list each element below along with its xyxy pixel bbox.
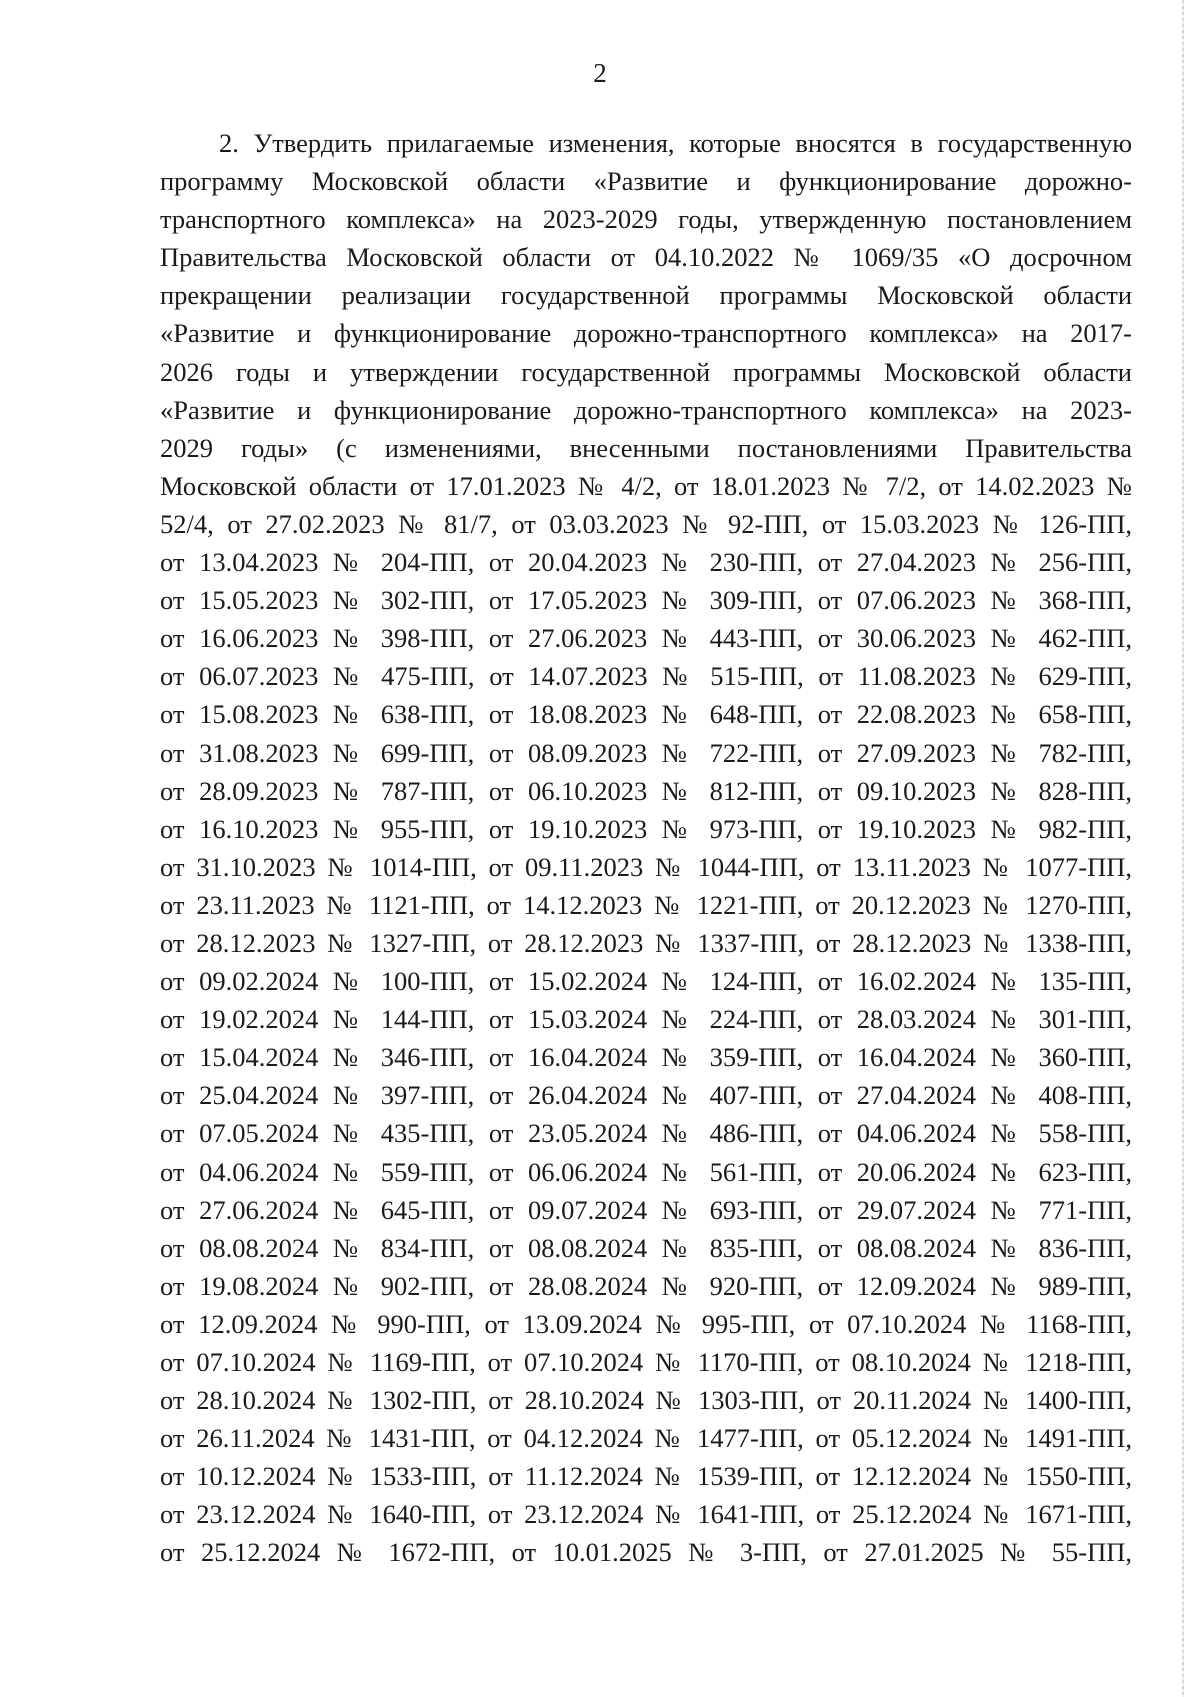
text-line: от 28.12.2023 № 1327-ПП, от 28.12.2023 № 1337-ПП, от 28.12.2023 № 1338-ПП, [160,927,1132,958]
text-line: «Развитие и функционирование дорожно-транспортного комплекса» на 2017- [160,318,1132,349]
text-line: 52/4, от 27.02.2023 № 81/7, от 03.03.2023 № 92-ПП, от 15.03.2023 № 126-ПП, [160,508,1132,539]
text-line: от 15.05.2023 № 302-ПП, от 17.05.2023 № 309-ПП, от 07.06.2023 № 368-ПП, [160,585,1132,616]
text-line: 2029 годы» (с изменениями, внесенными постановлениями Правительства [160,432,1132,463]
text-line: от 07.05.2024 № 435-ПП, от 23.05.2024 № 486-ПП, от 04.06.2024 № 558-ПП, [160,1118,1132,1149]
scan-edge-divider [1182,0,1184,1697]
text-line: от 25.04.2024 № 397-ПП, от 26.04.2024 № 407-ПП, от 27.04.2024 № 408-ПП, [160,1080,1132,1111]
text-line: от 26.11.2024 № 1431-ПП, от 04.12.2024 № 1477-ПП, от 05.12.2024 № 1491-ПП, [160,1423,1132,1454]
text-line: от 16.06.2023 № 398-ПП, от 27.06.2023 № 443-ПП, от 30.06.2023 № 462-ПП, [160,623,1132,654]
text-line: от 08.08.2024 № 834-ПП, от 08.08.2024 № 835-ПП, от 08.08.2024 № 836-ПП, [160,1232,1132,1263]
text-line: Правительства Московской области от 04.10.2022 № 1069/35 «О досрочном [160,242,1132,273]
text-line: от 15.04.2024 № 346-ПП, от 16.04.2024 № 359-ПП, от 16.04.2024 № 360-ПП, [160,1042,1132,1073]
text-line: 2. Утвердить прилагаемые изменения, которые вносятся в государственную [219,128,1132,158]
text-line: от 23.11.2023 № 1121-ПП, от 14.12.2023 № 1221-ПП, от 20.12.2023 № 1270-ПП, [160,889,1132,920]
text-line: от 06.07.2023 № 475-ПП, от 14.07.2023 № 515-ПП, от 11.08.2023 № 629-ПП, [160,661,1132,692]
text-line: от 25.12.2024 № 1672-ПП, от 10.01.2025 № 3-ПП, от 27.01.2025 № 55-ПП, [160,1537,1132,1568]
text-line: от 28.09.2023 № 787-ПП, от 06.10.2023 № 812-ПП, от 09.10.2023 № 828-ПП, [160,775,1132,806]
text-line: от 16.10.2023 № 955-ПП, от 19.10.2023 № 973-ПП, от 19.10.2023 № 982-ПП, [160,813,1132,844]
text-line: транспортного комплекса» на 2023-2029 годы, утвержденную постановлением [160,204,1132,235]
text-line: от 12.09.2024 № 990-ПП, от 13.09.2024 № 995-ПП, от 07.10.2024 № 1168-ПП, [160,1308,1132,1339]
text-line: от 04.06.2024 № 559-ПП, от 06.06.2024 № 561-ПП, от 20.06.2024 № 623-ПП, [160,1156,1132,1187]
text-line: программу Московской области «Развитие и функционирование дорожно- [160,166,1132,197]
text-line: от 15.08.2023 № 638-ПП, от 18.08.2023 № 648-ПП, от 22.08.2023 № 658-ПП, [160,699,1132,730]
text-line: от 07.10.2024 № 1169-ПП, от 07.10.2024 № 1170-ПП, от 08.10.2024 № 1218-ПП, [160,1347,1132,1377]
page-number: 2 [593,58,607,88]
text-line: от 19.02.2024 № 144-ПП, от 15.03.2024 № 224-ПП, от 28.03.2024 № 301-ПП, [160,1004,1132,1035]
text-line: Московской области от 17.01.2023 № 4/2, от 18.01.2023 № 7/2, от 14.02.2023 № [160,470,1132,501]
text-line: от 28.10.2024 № 1302-ПП, от 28.10.2024 № 1303-ПП, от 20.11.2024 № 1400-ПП, [160,1385,1132,1416]
text-line: от 09.02.2024 № 100-ПП, от 15.02.2024 № 124-ПП, от 16.02.2024 № 135-ПП, [160,966,1132,997]
text-line: от 10.12.2024 № 1533-ПП, от 11.12.2024 № 1539-ПП, от 12.12.2024 № 1550-ПП, [160,1461,1132,1492]
text-line: от 31.08.2023 № 699-ПП, от 08.09.2023 № 722-ПП, от 27.09.2023 № 782-ПП, [160,737,1132,768]
text-line: 2026 годы и утверждении государственной программы Московской области [160,356,1132,387]
text-line: от 27.06.2024 № 645-ПП, от 09.07.2024 № 693-ПП, от 29.07.2024 № 771-ПП, [160,1194,1132,1225]
text-line: от 31.10.2023 № 1014-ПП, от 09.11.2023 № 1044-ПП, от 13.11.2023 № 1077-ПП, [160,851,1132,882]
text-line: прекращении реализации государственной программы Московской области [160,280,1132,311]
body-paragraph [160,124,1132,1572]
text-line: «Развитие и функционирование дорожно-транспортного комплекса» на 2023- [160,394,1132,425]
text-line: от 23.12.2024 № 1640-ПП, от 23.12.2024 № 1641-ПП, от 25.12.2024 № 1671-ПП, [160,1499,1132,1530]
text-line: от 13.04.2023 № 204-ПП, от 20.04.2023 № 230-ПП, от 27.04.2023 № 256-ПП, [160,547,1132,578]
text-line: от 19.08.2024 № 902-ПП, от 28.08.2024 № 920-ПП, от 12.09.2024 № 989-ПП, [160,1270,1132,1301]
